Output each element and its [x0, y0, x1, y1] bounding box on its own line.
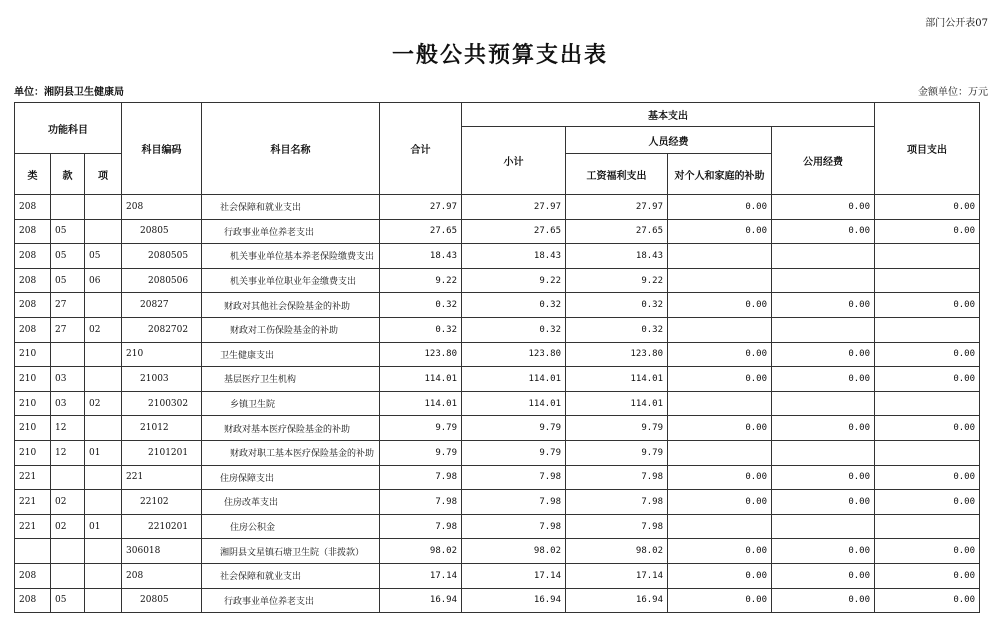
header-project: 项目支出: [875, 103, 980, 195]
cell-project: [875, 268, 980, 293]
cell-total: 98.02: [380, 539, 462, 564]
cell-lei: 210: [15, 367, 51, 392]
cell-subsidy: [668, 268, 772, 293]
cell-salary: 9.79: [566, 440, 668, 465]
cell-xiang: 01: [85, 440, 122, 465]
header-code: 科目编码: [122, 103, 202, 195]
cell-kuan: [51, 465, 85, 490]
cell-code: 2100302: [122, 391, 202, 416]
cell-salary: 114.01: [566, 367, 668, 392]
table-body: [15, 195, 980, 613]
cell-xiang: [85, 293, 122, 318]
cell-subsidy: 0.00: [668, 293, 772, 318]
cell-salary: 16.94: [566, 588, 668, 613]
cell-public-funds: 0.00: [772, 195, 875, 220]
cell-subtotal: 27.65: [462, 219, 566, 244]
cell-subtotal: 114.01: [462, 367, 566, 392]
cell-lei: 208: [15, 195, 51, 220]
cell-xiang: 01: [85, 514, 122, 539]
cell-project: [875, 391, 980, 416]
cell-public-funds: [772, 244, 875, 269]
cell-code: 21012: [122, 416, 202, 441]
cell-salary: 7.98: [566, 490, 668, 515]
cell-subtotal: 16.94: [462, 588, 566, 613]
amount-unit: 金额单位：万元: [918, 87, 988, 98]
header-kuan: 款: [51, 154, 85, 195]
cell-project: 0.00: [875, 539, 980, 564]
cell-lei: 208: [15, 244, 51, 269]
cell-lei: 208: [15, 588, 51, 613]
cell-project: 0.00: [875, 293, 980, 318]
form-number: 部门公开表07: [925, 18, 988, 29]
cell-kuan: 02: [51, 490, 85, 515]
cell-public-funds: 0.00: [772, 465, 875, 490]
cell-name: 财政对其他社会保险基金的补助: [202, 293, 380, 318]
cell-public-funds: 0.00: [772, 539, 875, 564]
cell-subsidy: [668, 391, 772, 416]
cell-name: 财政对职工基本医疗保险基金的补助: [202, 440, 380, 465]
cell-lei: 221: [15, 465, 51, 490]
cell-subtotal: 9.79: [462, 416, 566, 441]
cell-name: 住房保障支出: [202, 465, 380, 490]
table-row: [15, 244, 980, 269]
cell-public-funds: 0.00: [772, 416, 875, 441]
cell-code: 2082702: [122, 317, 202, 342]
cell-public-funds: [772, 391, 875, 416]
cell-kuan: 02: [51, 514, 85, 539]
cell-xiang: 02: [85, 391, 122, 416]
cell-public-funds: 0.00: [772, 219, 875, 244]
header-salary: 工资福利支出: [566, 154, 668, 195]
cell-kuan: 05: [51, 268, 85, 293]
cell-salary: 0.32: [566, 293, 668, 318]
cell-subsidy: [668, 514, 772, 539]
table-row: [15, 563, 980, 588]
cell-subtotal: 114.01: [462, 391, 566, 416]
cell-name: 财政对工伤保险基金的补助: [202, 317, 380, 342]
cell-lei: 210: [15, 391, 51, 416]
cell-name: 住房改革支出: [202, 490, 380, 515]
cell-public-funds: [772, 514, 875, 539]
cell-kuan: 05: [51, 244, 85, 269]
cell-name: 乡镇卫生院: [202, 391, 380, 416]
cell-kuan: 12: [51, 440, 85, 465]
table-row: [15, 490, 980, 515]
cell-total: 17.14: [380, 563, 462, 588]
cell-kuan: 12: [51, 416, 85, 441]
cell-code: 210: [122, 342, 202, 367]
cell-lei: 210: [15, 440, 51, 465]
table-row: [15, 268, 980, 293]
cell-subtotal: 27.97: [462, 195, 566, 220]
cell-subtotal: 9.22: [462, 268, 566, 293]
cell-subsidy: 0.00: [668, 539, 772, 564]
cell-total: 9.79: [380, 440, 462, 465]
cell-subtotal: 17.14: [462, 563, 566, 588]
cell-lei: 210: [15, 416, 51, 441]
cell-project: [875, 244, 980, 269]
cell-public-funds: [772, 268, 875, 293]
cell-public-funds: [772, 440, 875, 465]
cell-salary: 0.32: [566, 317, 668, 342]
cell-name: 社会保障和就业支出: [202, 563, 380, 588]
cell-salary: 114.01: [566, 391, 668, 416]
cell-total: 7.98: [380, 514, 462, 539]
cell-xiang: [85, 219, 122, 244]
cell-project: 0.00: [875, 416, 980, 441]
cell-name: 行政事业单位养老支出: [202, 219, 380, 244]
cell-total: 0.32: [380, 293, 462, 318]
cell-xiang: [85, 490, 122, 515]
cell-salary: 7.98: [566, 465, 668, 490]
cell-subtotal: 9.79: [462, 440, 566, 465]
cell-project: 0.00: [875, 588, 980, 613]
cell-name: 机关事业单位基本养老保险缴费支出: [202, 244, 380, 269]
table-row: [15, 317, 980, 342]
cell-subsidy: [668, 440, 772, 465]
cell-code: 208: [122, 195, 202, 220]
cell-code: 22102: [122, 490, 202, 515]
cell-subsidy: 0.00: [668, 588, 772, 613]
cell-kuan: [51, 563, 85, 588]
cell-subsidy: 0.00: [668, 219, 772, 244]
cell-subsidy: 0.00: [668, 490, 772, 515]
cell-project: [875, 440, 980, 465]
header-personnel: 人员经费: [566, 127, 772, 154]
cell-xiang: [85, 465, 122, 490]
header-basic: 基本支出: [462, 103, 875, 127]
cell-subtotal: 123.80: [462, 342, 566, 367]
cell-kuan: 27: [51, 317, 85, 342]
cell-salary: 123.80: [566, 342, 668, 367]
cell-project: 0.00: [875, 367, 980, 392]
cell-public-funds: 0.00: [772, 563, 875, 588]
cell-total: 18.43: [380, 244, 462, 269]
cell-code: 2210201: [122, 514, 202, 539]
cell-public-funds: 0.00: [772, 490, 875, 515]
cell-total: 7.98: [380, 490, 462, 515]
cell-total: 114.01: [380, 367, 462, 392]
cell-kuan: [51, 539, 85, 564]
cell-lei: 208: [15, 563, 51, 588]
header-subtotal: 小计: [462, 127, 566, 195]
header-func-subject: 功能科目: [15, 103, 122, 154]
cell-subtotal: 0.32: [462, 317, 566, 342]
cell-public-funds: 0.00: [772, 293, 875, 318]
table-row: [15, 391, 980, 416]
cell-xiang: 06: [85, 268, 122, 293]
cell-public-funds: 0.00: [772, 367, 875, 392]
cell-kuan: 27: [51, 293, 85, 318]
header-name: 科目名称: [202, 103, 380, 195]
cell-name: 住房公积金: [202, 514, 380, 539]
cell-name: 基层医疗卫生机构: [202, 367, 380, 392]
cell-name: 财政对基本医疗保险基金的补助: [202, 416, 380, 441]
cell-code: 2080505: [122, 244, 202, 269]
cell-subtotal: 7.98: [462, 490, 566, 515]
cell-xiang: [85, 342, 122, 367]
cell-project: 0.00: [875, 219, 980, 244]
cell-code: 2080506: [122, 268, 202, 293]
cell-xiang: [85, 588, 122, 613]
cell-code: 20805: [122, 219, 202, 244]
cell-salary: 7.98: [566, 514, 668, 539]
cell-subsidy: 0.00: [668, 563, 772, 588]
cell-xiang: [85, 563, 122, 588]
header-public-funds: 公用经费: [772, 127, 875, 195]
cell-project: 0.00: [875, 342, 980, 367]
cell-name: 行政事业单位养老支出: [202, 588, 380, 613]
cell-code: 21003: [122, 367, 202, 392]
cell-lei: 210: [15, 342, 51, 367]
cell-total: 0.32: [380, 317, 462, 342]
table-row: [15, 465, 980, 490]
cell-project: 0.00: [875, 563, 980, 588]
cell-lei: [15, 539, 51, 564]
cell-lei: 208: [15, 219, 51, 244]
cell-lei: 221: [15, 490, 51, 515]
cell-total: 16.94: [380, 588, 462, 613]
page-title: 一般公共预算支出表: [391, 42, 608, 68]
cell-lei: 208: [15, 317, 51, 342]
cell-xiang: [85, 367, 122, 392]
table-row: [15, 342, 980, 367]
table-row: [15, 416, 980, 441]
cell-lei: 208: [15, 293, 51, 318]
header-xiang: 项: [85, 154, 122, 195]
cell-project: [875, 514, 980, 539]
department-unit: 单位：湘阴县卫生健康局: [14, 87, 124, 98]
table-row: [15, 440, 980, 465]
cell-xiang: 02: [85, 317, 122, 342]
cell-total: 7.98: [380, 465, 462, 490]
budget-table: [14, 102, 980, 613]
cell-kuan: 05: [51, 588, 85, 613]
cell-kuan: [51, 342, 85, 367]
header-subsidy: 对个人和家庭的补助: [668, 154, 772, 195]
cell-project: 0.00: [875, 195, 980, 220]
table-row: [15, 514, 980, 539]
cell-salary: 17.14: [566, 563, 668, 588]
cell-xiang: [85, 416, 122, 441]
cell-subtotal: 7.98: [462, 465, 566, 490]
cell-subsidy: 0.00: [668, 367, 772, 392]
cell-kuan: 03: [51, 367, 85, 392]
cell-code: 2101201: [122, 440, 202, 465]
cell-subtotal: 0.32: [462, 293, 566, 318]
cell-project: [875, 317, 980, 342]
cell-kuan: 05: [51, 219, 85, 244]
cell-subsidy: 0.00: [668, 195, 772, 220]
cell-total: 9.79: [380, 416, 462, 441]
header-total: 合计: [380, 103, 462, 195]
cell-subtotal: 18.43: [462, 244, 566, 269]
cell-subsidy: 0.00: [668, 465, 772, 490]
cell-public-funds: 0.00: [772, 342, 875, 367]
cell-kuan: 03: [51, 391, 85, 416]
cell-lei: 221: [15, 514, 51, 539]
cell-name: 社会保障和就业支出: [202, 195, 380, 220]
cell-lei: 208: [15, 268, 51, 293]
cell-public-funds: 0.00: [772, 588, 875, 613]
cell-subsidy: [668, 244, 772, 269]
cell-subsidy: 0.00: [668, 416, 772, 441]
cell-code: 20805: [122, 588, 202, 613]
table-row: [15, 367, 980, 392]
cell-salary: 98.02: [566, 539, 668, 564]
cell-salary: 27.65: [566, 219, 668, 244]
cell-salary: 9.79: [566, 416, 668, 441]
cell-name: 湘阴县文星镇石塘卫生院（非拨款）: [202, 539, 380, 564]
cell-name: 机关事业单位职业年金缴费支出: [202, 268, 380, 293]
table-row: [15, 293, 980, 318]
cell-code: 306018: [122, 539, 202, 564]
cell-total: 27.65: [380, 219, 462, 244]
cell-salary: 18.43: [566, 244, 668, 269]
table-row: [15, 219, 980, 244]
cell-code: 208: [122, 563, 202, 588]
cell-code: 221: [122, 465, 202, 490]
cell-xiang: 05: [85, 244, 122, 269]
cell-code: 20827: [122, 293, 202, 318]
cell-total: 114.01: [380, 391, 462, 416]
cell-kuan: [51, 195, 85, 220]
cell-subsidy: 0.00: [668, 342, 772, 367]
cell-project: 0.00: [875, 465, 980, 490]
cell-xiang: [85, 539, 122, 564]
cell-salary: 27.97: [566, 195, 668, 220]
table-row: [15, 539, 980, 564]
header-lei: 类: [15, 154, 51, 195]
cell-salary: 9.22: [566, 268, 668, 293]
cell-public-funds: [772, 317, 875, 342]
cell-total: 9.22: [380, 268, 462, 293]
table-row: [15, 195, 980, 220]
cell-subtotal: 7.98: [462, 514, 566, 539]
cell-name: 卫生健康支出: [202, 342, 380, 367]
cell-total: 27.97: [380, 195, 462, 220]
cell-total: 123.80: [380, 342, 462, 367]
cell-xiang: [85, 195, 122, 220]
cell-subtotal: 98.02: [462, 539, 566, 564]
cell-subsidy: [668, 317, 772, 342]
table-row: [15, 588, 980, 613]
cell-project: 0.00: [875, 490, 980, 515]
